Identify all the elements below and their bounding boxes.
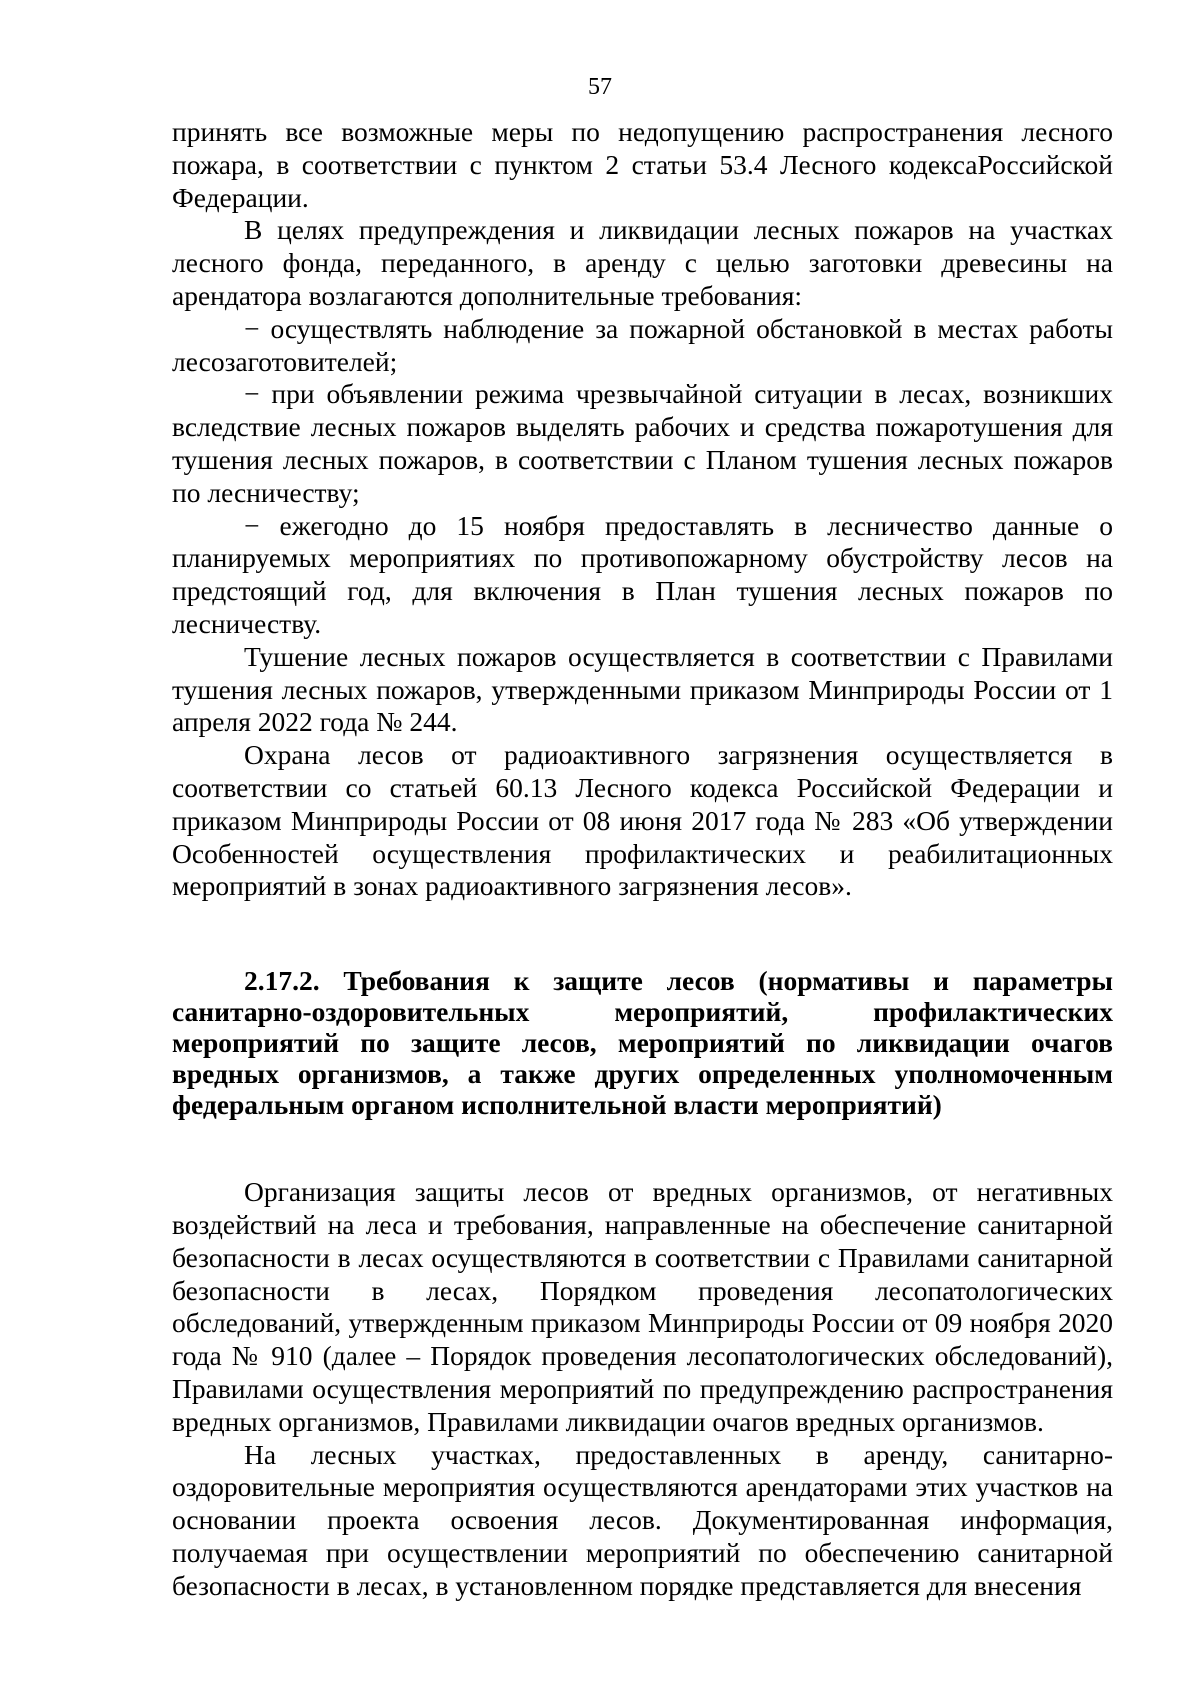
list-item-emergency: − при объявлении режима чрезвычайной ситуации в лесах, возникших вследствие лесных пожаров выделять рабочих и средства пожаротушения для тушения лесных пожаров, в соответствии с Планом тушения лесных пожаров по лесничеству; — [172, 378, 1113, 508]
page-content — [172, 116, 1113, 1602]
paragraph-forest-protection-organization: Организация защиты лесов от вредных организмов, от негативных воздействий на леса и требования, направленные на обеспечение санитарной безопасности в лесах осуществляются в соответствии с Правилами санитарной безопасности в лесах, Порядком проведения лесопатологических обследований, утвержденным приказом Минприроды России от 09 ноября 2020 года № 910 (далее – Порядок проведения лесопатологических обследований), Правилами осуществления мероприятий по предупреждению распространения вредных организмов, Правилами ликвидации очагов вредных организмов. — [172, 1176, 1113, 1437]
paragraph-fire-suppression: Тушение лесных пожаров осуществляется в соответствии с Правилами тушения лесных пожаров, утвержденными приказом Минприроды России от 1 апреля 2022 года № 244. — [172, 640, 1113, 738]
paragraph-leased-plots: На лесных участках, предоставленных в аренду, санитарно-оздоровительные мероприятия осуществляются арендаторами этих участков на основании проекта освоения лесов. Документированная информация, получаемая при осуществлении мероприятий по обеспечению санитарной безопасности в лесах, в установленном порядке представляется для внесения — [172, 1438, 1113, 1601]
section-heading: 2.17.2. Требования к защите лесов (нормативы и параметры санитарно-оздоровительных мероприятий, профилактических мероприятий по защите лесов, мероприятий по ликвидации очагов вредных организмов, а также других определенных уполномоченным федеральным органом исполнительной власти мероприятий) — [172, 965, 1113, 1121]
page-number: 57 — [588, 74, 612, 100]
paragraph-fire-prevention-requirements: В целях предупреждения и ликвидации лесных пожаров на участках лесного фонда, переданного, в аренду с целью заготовки древесины на арендатора возлагаются дополнительные требования: — [172, 214, 1113, 311]
paragraph-continuation: принять все возможные меры по недопущению распространения лесного пожара, в соответствии с пунктом 2 статьи 53.4 Лесного кодексаРоссийской Федерации. — [172, 116, 1113, 213]
list-item-observation: − осуществлять наблюдение за пожарной обстановкой в местах работы лесозаготовителей; — [172, 312, 1113, 377]
list-item-annual-report: − ежегодно до 15 ноября предоставлять в лесничество данные о планируемых мероприятиях по противопожарному обустройству лесов на предстоящий год, для включения в План тушения лесных пожаров по лесничеству. — [172, 509, 1113, 639]
paragraph-radioactive-protection: Охрана лесов от радиоактивного загрязнения осуществляется в соответствии со статьей 60.13 Лесного кодекса Российской Федерации и приказом Минприроды России от 08 июня 2017 года № 283 «Об утверждении Особенностей осуществления профилактических и реабилитационных мероприятий в зонах радиоактивного загрязнения лесов». — [172, 739, 1113, 902]
